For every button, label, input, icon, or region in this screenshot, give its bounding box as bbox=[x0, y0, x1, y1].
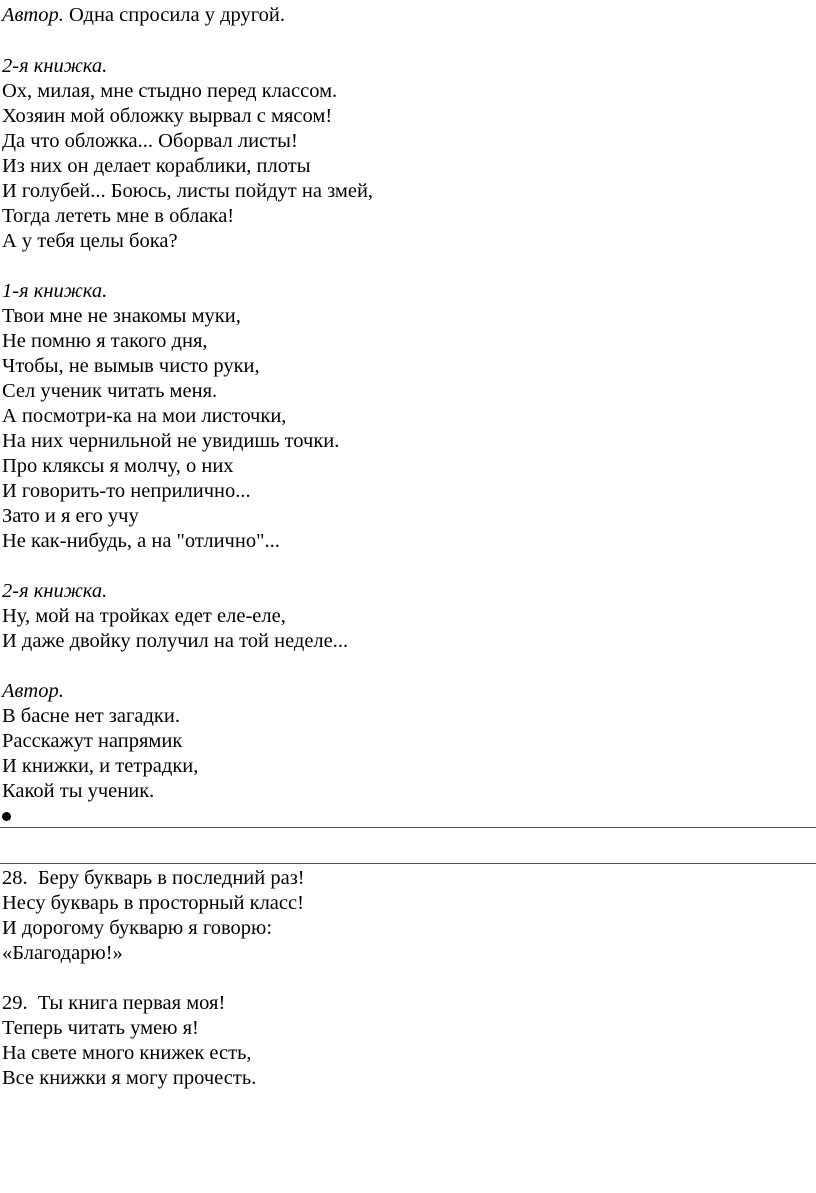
verse-line: И книжки, и тетрадки, bbox=[2, 755, 199, 777]
horizontal-divider bbox=[0, 827, 816, 828]
verse-line: 28. Беру букварь в последний раз! bbox=[2, 867, 305, 889]
verse-line: 29. Ты книга первая моя! bbox=[2, 992, 226, 1014]
horizontal-divider bbox=[0, 863, 816, 864]
verse-line: И даже двойку получил на той неделе... bbox=[2, 630, 349, 652]
verse-line: Расскажут напрямик bbox=[2, 730, 183, 752]
stanza-book2-first bbox=[2, 54, 802, 254]
verse-line: В басне нет загадки. bbox=[2, 705, 180, 727]
verse-line: Теперь читать умею я! bbox=[2, 1017, 199, 1039]
verse-line: Ну, мой на тройках едет еле-еле, bbox=[2, 605, 286, 627]
verse-line: Тогда лететь мне в облака! bbox=[2, 205, 235, 227]
poem-29 bbox=[2, 991, 802, 1091]
verse-line: А посмотри-ка на мои листочки, bbox=[2, 405, 287, 427]
intro-text: Одна спросила у другой. bbox=[63, 4, 286, 26]
speaker-label: Автор. bbox=[2, 680, 64, 702]
bullet-dot-icon bbox=[2, 812, 11, 821]
poem-28 bbox=[2, 866, 802, 966]
verse-line: Не помню я такого дня, bbox=[2, 330, 208, 352]
verse-line: Из них он делает кораблики, плоты bbox=[2, 155, 311, 177]
verse-line: Сел ученик читать меня. bbox=[2, 380, 218, 402]
verse-line: И голубей... Боюсь, листы пойдут на змей, bbox=[2, 180, 374, 202]
verse-line: И говорить-то неприлично... bbox=[2, 480, 251, 502]
verse-line: Несу букварь в просторный класс! bbox=[2, 892, 304, 914]
verse-line: Про кляксы я молчу, о них bbox=[2, 455, 234, 477]
intro-line bbox=[2, 3, 802, 28]
speaker-label: Автор. bbox=[2, 4, 64, 26]
verse-line: Хозяин мой обложку вырвал с мясом! bbox=[2, 105, 333, 127]
verse-line: Чтобы, не вымыв чисто руки, bbox=[2, 355, 260, 377]
verse-line: Не как-нибудь, а на "отлично"... bbox=[2, 530, 280, 552]
speaker-label: 2-я книжка. bbox=[2, 580, 108, 602]
speaker-label: 1-я книжка. bbox=[2, 280, 108, 302]
verse-line: Зато и я его учу bbox=[2, 505, 139, 527]
verse-line: Какой ты ученик. bbox=[2, 780, 155, 802]
stanza-book2-second bbox=[2, 579, 802, 654]
verse-line: Ох, милая, мне стыдно перед классом. bbox=[2, 80, 338, 102]
verse-line: «Благодарю!» bbox=[2, 942, 123, 964]
verse-line: Твои мне не знакомы муки, bbox=[2, 305, 241, 327]
stanza-book1 bbox=[2, 279, 802, 554]
verse-line: На них чернильной не увидишь точки. bbox=[2, 430, 340, 452]
stanza-author bbox=[2, 679, 802, 804]
verse-line: А у тебя целы бока? bbox=[2, 230, 178, 252]
intro-paragraph bbox=[2, 3, 802, 28]
verse-line: И дорогому букварю я говорю: bbox=[2, 917, 273, 939]
speaker-label: 2-я книжка. bbox=[2, 55, 108, 77]
verse-line: Все книжки я могу прочесть. bbox=[2, 1067, 257, 1089]
verse-line: На свете много книжек есть, bbox=[2, 1042, 252, 1064]
verse-line: Да что обложка... Оборвал листы! bbox=[2, 130, 298, 152]
